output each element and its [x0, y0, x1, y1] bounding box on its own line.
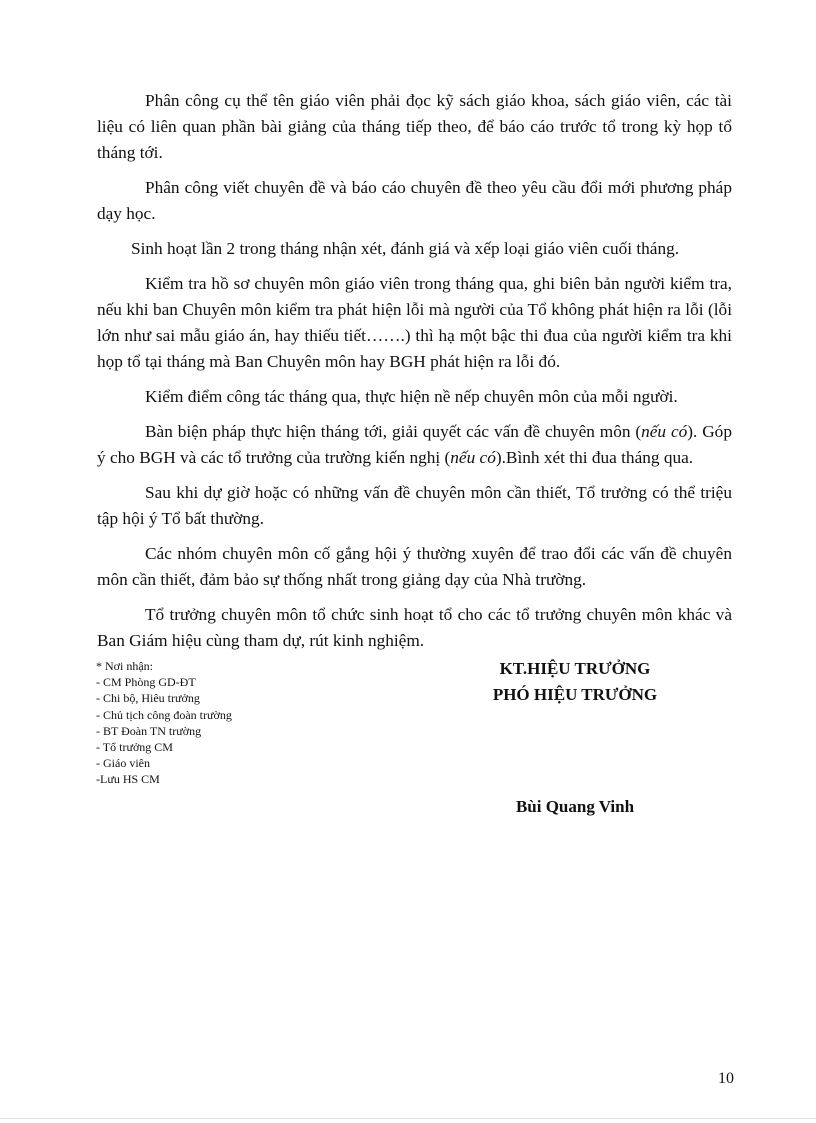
recipients-title: * Nơi nhận: — [96, 659, 154, 673]
paragraph-second-meeting: Sinh hoạt lần 2 trong tháng nhận xét, đánh giá và xếp loại giáo viên cuối tháng. — [131, 239, 680, 258]
measures-italic-1: nếu có — [641, 422, 688, 441]
measures-text-3: ).Bình xét thi đua tháng qua. — [495, 448, 694, 467]
measures-text-2: ). Góp ý cho BGH và các tổ trưởng của trường kiến nghị ( — [97, 422, 732, 467]
paragraph-reading-assignment: Phân công cụ thể tên giáo viên phải đọc kỹ sách giáo khoa, sách giáo viên, các tài liệu có liên quan phần bài giảng của tháng tiếp theo, để báo cáo trước tổ trong kỳ họp tổ tháng tới. — [97, 91, 732, 162]
recipient-item: -Lưu HS CM — [96, 772, 160, 787]
paragraph-record-check: Kiểm tra hồ sơ chuyên môn giáo viên trong tháng qua, ghi biên bản người kiểm tra, nếu khi ban Chuyên môn kiểm tra phát hiện lỗi mà người của Tổ không phát hiện ra lỗi (lỗi lớn như sai mẫu giáo án, hay thiếu tiết…….) thì hạ một bậc thi đua của người kiểm tra khi họp tổ tại tháng mà Ban Chuyên môn hay BGH phát hiện ra lỗi đó. — [97, 274, 732, 371]
paragraph-groups: Các nhóm chuyên môn cố gắng hội ý thường xuyên để trao đổi các vấn đề chuyên môn cần thiết, đảm bảo sự thống nhất trong giảng dạy của Nhà trường. — [97, 544, 732, 589]
page-number: 10 — [718, 1070, 734, 1087]
paragraph-topic-assignment: Phân công viết chuyên đề và báo cáo chuyên đề theo yêu cầu đổi mới phương pháp dạy học. — [97, 178, 732, 223]
paragraph-extraordinary-meeting: Sau khi dự giờ hoặc có những vấn đề chuyên môn cần thiết, Tổ trưởng có thể triệu tập hội ý Tổ bất thường. — [97, 483, 732, 528]
recipient-item: - CM Phòng GD-ĐT — [96, 675, 196, 690]
paragraph-review: Kiểm điểm công tác tháng qua, thực hiện nề nếp chuyên môn của mỗi người. — [145, 387, 678, 406]
paragraph-measures — [97, 419, 732, 471]
recipient-item: - Giáo viên — [96, 756, 150, 771]
paragraph-joint-meeting: Tổ trưởng chuyên môn tổ chức sinh hoạt tổ cho các tổ trưởng chuyên môn khác và Ban Giám hiệu cùng tham dự, rút kinh nghiệm. — [97, 605, 732, 650]
signature-title-2: PHÓ HIỆU TRƯỞNG — [492, 685, 658, 704]
signature-block — [450, 656, 700, 708]
recipient-item: - BT Đoàn TN trường — [96, 723, 202, 738]
measures-italic-2: nếu có — [450, 448, 496, 467]
signature-title-1: KT.HIỆU TRƯỞNG — [499, 659, 651, 678]
measures-text-1: Bàn biện pháp thực hiện tháng tới, giải quyết các vấn đề chuyên môn ( — [145, 422, 642, 441]
recipients-list — [96, 658, 356, 788]
recipient-item: - Tổ trưởng CM — [96, 740, 173, 755]
signer-name: Bùi Quang Vinh — [515, 797, 635, 816]
recipient-item: - Chủ tịch công đoàn trường — [96, 707, 232, 722]
body-text — [97, 88, 732, 654]
recipient-item: - Chi bộ, Hiêu trưởng — [96, 691, 200, 706]
page-bottom-divider — [0, 1118, 816, 1119]
